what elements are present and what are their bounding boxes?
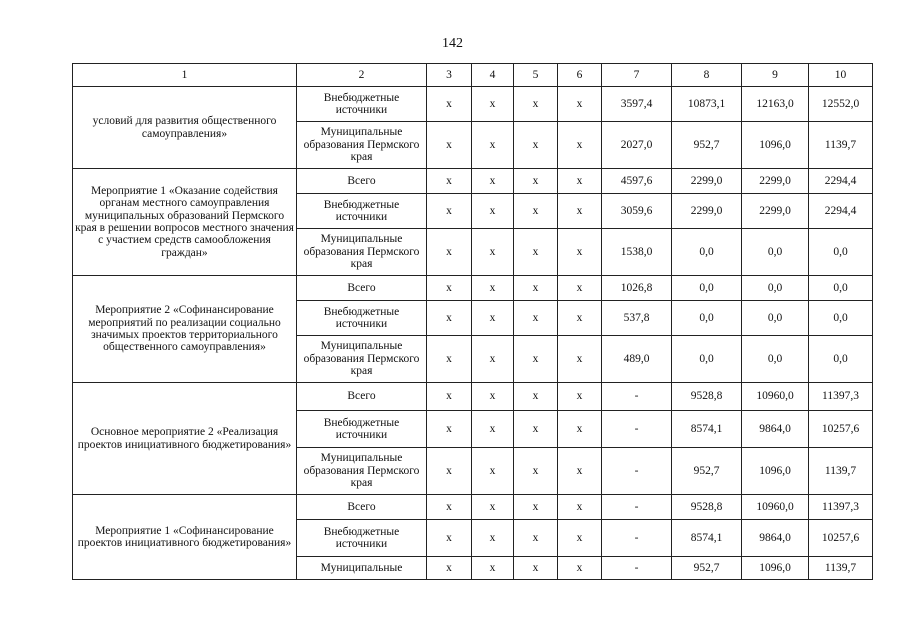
cell: x <box>472 276 514 301</box>
cell: x <box>472 383 514 411</box>
cell: 10960,0 <box>742 383 809 411</box>
cell: x <box>427 336 472 383</box>
cell: x <box>514 336 558 383</box>
cell: 3059,6 <box>602 194 672 229</box>
cell: 0,0 <box>672 336 742 383</box>
cell: 11397,3 <box>809 383 873 411</box>
funding-source: Всего <box>297 169 427 194</box>
cell: x <box>427 87 472 122</box>
cell: x <box>558 383 602 411</box>
cell: x <box>514 122 558 169</box>
cell: x <box>472 336 514 383</box>
cell: x <box>472 495 514 520</box>
funding-source: Внебюджетные источники <box>297 194 427 229</box>
cell: 1026,8 <box>602 276 672 301</box>
cell: x <box>427 520 472 557</box>
table-row <box>73 87 873 122</box>
cell: x <box>558 87 602 122</box>
cell: 2294,4 <box>809 194 873 229</box>
cell: 1139,7 <box>809 557 873 580</box>
cell: x <box>427 169 472 194</box>
event-name: Мероприятие 1 «Оказание содействия органам местного самоуправления муниципальных образований Пермского края в решении вопросов местного значения с участием средств самообложения граждан» <box>73 169 297 276</box>
cell: x <box>558 336 602 383</box>
cell: x <box>472 87 514 122</box>
cell: x <box>514 229 558 276</box>
cell: 11397,3 <box>809 495 873 520</box>
cell: 1139,7 <box>809 122 873 169</box>
cell: 0,0 <box>672 301 742 336</box>
cell: x <box>472 557 514 580</box>
cell: 0,0 <box>672 276 742 301</box>
funding-source: Внебюджетные источники <box>297 301 427 336</box>
cell: x <box>558 276 602 301</box>
column-header: 7 <box>602 64 672 87</box>
cell: - <box>602 557 672 580</box>
cell: 1538,0 <box>602 229 672 276</box>
table-row <box>73 495 873 520</box>
cell: - <box>602 520 672 557</box>
cell: x <box>514 87 558 122</box>
column-header: 1 <box>73 64 297 87</box>
cell: 0,0 <box>809 229 873 276</box>
cell: 2299,0 <box>742 169 809 194</box>
cell: - <box>602 495 672 520</box>
funding-source: Внебюджетные источники <box>297 87 427 122</box>
cell: 10257,6 <box>809 520 873 557</box>
header-row <box>73 64 873 87</box>
cell: x <box>427 448 472 495</box>
funding-source: Муниципальные образования Пермского края <box>297 229 427 276</box>
cell: x <box>514 383 558 411</box>
cell: 952,7 <box>672 557 742 580</box>
cell: 4597,6 <box>602 169 672 194</box>
cell: 10257,6 <box>809 411 873 448</box>
cell: x <box>558 520 602 557</box>
cell: - <box>602 411 672 448</box>
cell: x <box>427 301 472 336</box>
cell: x <box>558 495 602 520</box>
cell: 12552,0 <box>809 87 873 122</box>
funding-source: Внебюджетные источники <box>297 411 427 448</box>
cell: x <box>427 194 472 229</box>
page-number: 142 <box>442 36 463 51</box>
cell: x <box>472 448 514 495</box>
cell: x <box>558 169 602 194</box>
cell: 12163,0 <box>742 87 809 122</box>
cell: 952,7 <box>672 122 742 169</box>
cell: x <box>472 169 514 194</box>
column-header: 6 <box>558 64 602 87</box>
cell: 0,0 <box>809 301 873 336</box>
cell: x <box>427 411 472 448</box>
cell: x <box>558 194 602 229</box>
funding-source: Всего <box>297 495 427 520</box>
column-header: 5 <box>514 64 558 87</box>
cell: 0,0 <box>742 229 809 276</box>
cell: x <box>514 301 558 336</box>
cell: 489,0 <box>602 336 672 383</box>
cell: 10873,1 <box>672 87 742 122</box>
cell: 0,0 <box>672 229 742 276</box>
funding-source: Всего <box>297 383 427 411</box>
cell: 10960,0 <box>742 495 809 520</box>
table-row <box>73 276 873 301</box>
cell: x <box>514 194 558 229</box>
cell: x <box>472 411 514 448</box>
funding-source: Муниципальные образования Пермского края <box>297 448 427 495</box>
cell: x <box>558 122 602 169</box>
event-name: Мероприятие 1 «Софинансирование проектов инициативного бюджетирования» <box>73 495 297 580</box>
cell: x <box>514 276 558 301</box>
cell: 1139,7 <box>809 448 873 495</box>
table-row <box>73 383 873 411</box>
cell: x <box>472 520 514 557</box>
cell: x <box>427 557 472 580</box>
cell: x <box>472 194 514 229</box>
cell: x <box>558 301 602 336</box>
cell: 2299,0 <box>672 169 742 194</box>
cell: x <box>427 383 472 411</box>
cell: 952,7 <box>672 448 742 495</box>
cell: 0,0 <box>742 336 809 383</box>
column-header: 3 <box>427 64 472 87</box>
event-name: условий для развития общественного самоуправления» <box>73 87 297 169</box>
funding-source: Внебюджетные источники <box>297 520 427 557</box>
cell: 9864,0 <box>742 520 809 557</box>
cell: 2294,4 <box>809 169 873 194</box>
cell: 2027,0 <box>602 122 672 169</box>
cell: x <box>514 448 558 495</box>
cell: 9528,8 <box>672 495 742 520</box>
funding-source: Муниципальные образования Пермского края <box>297 122 427 169</box>
cell: 537,8 <box>602 301 672 336</box>
cell: x <box>427 229 472 276</box>
cell: x <box>558 229 602 276</box>
cell: 0,0 <box>742 301 809 336</box>
cell: 1096,0 <box>742 448 809 495</box>
cell: x <box>427 495 472 520</box>
cell: x <box>558 411 602 448</box>
funding-source: Муниципальные <box>297 557 427 580</box>
cell: 3597,4 <box>602 87 672 122</box>
cell: x <box>514 169 558 194</box>
cell: x <box>558 557 602 580</box>
column-header: 9 <box>742 64 809 87</box>
column-header: 4 <box>472 64 514 87</box>
table-row <box>73 169 873 194</box>
funding-source: Всего <box>297 276 427 301</box>
cell: 2299,0 <box>742 194 809 229</box>
cell: - <box>602 383 672 411</box>
cell: x <box>427 122 472 169</box>
cell: 9528,8 <box>672 383 742 411</box>
cell: 0,0 <box>809 276 873 301</box>
cell: x <box>472 122 514 169</box>
funding-source: Муниципальные образования Пермского края <box>297 336 427 383</box>
cell: x <box>514 411 558 448</box>
cell: x <box>514 495 558 520</box>
cell: x <box>427 276 472 301</box>
column-header: 2 <box>297 64 427 87</box>
cell: 1096,0 <box>742 122 809 169</box>
event-name: Мероприятие 2 «Софинансирование мероприятий по реализации социально значимых проектов территориального общественного самоуправления» <box>73 276 297 383</box>
cell: 8574,1 <box>672 520 742 557</box>
cell: 0,0 <box>742 276 809 301</box>
cell: x <box>472 301 514 336</box>
cell: x <box>472 229 514 276</box>
column-header: 10 <box>809 64 873 87</box>
cell: 1096,0 <box>742 557 809 580</box>
cell: 2299,0 <box>672 194 742 229</box>
cell: x <box>558 448 602 495</box>
cell: x <box>514 520 558 557</box>
cell: 0,0 <box>809 336 873 383</box>
column-header: 8 <box>672 64 742 87</box>
cell: - <box>602 448 672 495</box>
cell: 9864,0 <box>742 411 809 448</box>
cell: x <box>514 557 558 580</box>
event-name: Основное мероприятие 2 «Реализация проектов инициативного бюджетирования» <box>73 383 297 495</box>
cell: 8574,1 <box>672 411 742 448</box>
budget-table <box>72 63 873 580</box>
